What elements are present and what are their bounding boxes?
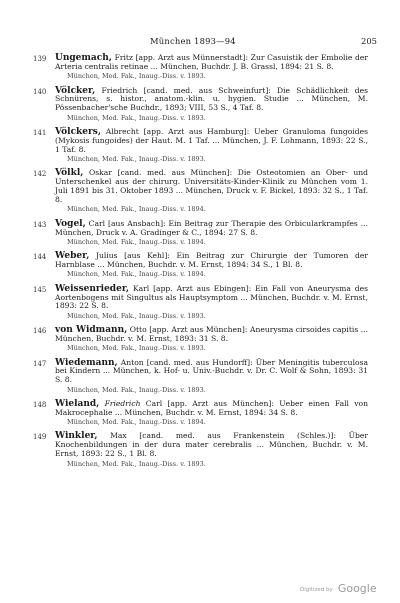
entry-number: 147 [33,359,47,368]
entry-author: Weber, [55,251,90,262]
entry-note: München, Med. Fak., Inaug.-Diss. v. 1894. [67,270,206,279]
list-item [0,169,400,213]
google-watermark [300,577,377,596]
running-header [0,36,400,50]
entry-text [55,252,368,270]
entry-note: München, Med. Fak., Inaug.-Diss. v. 1893. [67,72,206,81]
list-item [0,220,400,246]
entry-note: München, Med. Fak., Inaug.-Diss. v. 1893. [67,459,206,468]
page-number: 205 [361,36,377,46]
entry-number: 143 [33,220,47,229]
entry-description: Oskar [cand. med. aus München]: Die Osteotomien an Ober- und Unterschenkel aus der chirurg. Universitäts-Kinder-Klinik zu München vom 1. Juli 1891 bis 31. Oktober 1893 ... München, Druck v. F. Bickel, 1893: 32 S., 1 Taf. 8. [55,168,368,205]
entry-description: Julius [aus Kehl]: Ein Beitrag zur Chirurgie der Tumoren der Harnblase ... München, Buchdr. v. M. Ernst, 1894: 34 S., 1 Bl. 8. [55,251,368,270]
watermark-prefix: Digitized by [300,587,333,593]
entry-author: Ungemach, [55,53,112,63]
entry-text [55,359,368,386]
entry-note: München, Med. Fak., Inaug.-Diss. v. 1893. [67,344,206,353]
entry-number: 140 [33,87,47,96]
entry-author: Weissenrieder, [55,283,130,294]
entry-text [55,285,368,312]
entry-description: Anton [cand. med. aus Hundorff]: Über Meningitis tuberculosa bei Kindern ... München, k. Hof- u. Univ.-Buchdr. v. Dr. C. Wolf & Sohn, 1893: 31 S. 8. [55,357,368,385]
entry-list [0,54,400,474]
google-logo: Google [337,582,377,595]
list-item [0,285,400,320]
entry-author: Winkler, [55,431,98,442]
running-header-title: München 1893—94 [150,36,236,46]
entry-description: Otto [app. Arzt aus München]: Aneurysma cirsoides capitis ... München, Buchdr. v. M. Ernst, 1893: 31 S. 8. [55,325,368,343]
entry-description: Max [cand. med. aus Frankenstein (Schles.)]: Über Knochenbildungen in der dura mater cerebralis ... München, Buchdr. v. M. Ernst, 1893: 22 S., 1 Bl. 8. [55,431,368,459]
entry-note: München, Med. Fak., Inaug.-Diss. v. 1894. [67,418,206,427]
entry-author: Völckers, [55,126,101,137]
entry-note: München, Med. Fak., Inaug.-Diss. v. 1893. [67,385,206,394]
list-item [0,128,400,163]
entry-note: München, Med. Fak., Inaug.-Diss. v. 1894. [67,205,206,214]
list-item [0,359,400,394]
entry-text [55,400,368,418]
entry-author: Wieland, [55,398,100,409]
entry-text [55,128,368,155]
list-item [0,54,400,80]
entry-number: 149 [33,433,47,442]
entry-number: 146 [33,327,47,336]
entry-description: Carl [aus Ansbach]: Ein Beitrag zur Therapie des Orbicularkrampfes ... München, Druck v. A. Gradinger & C., 1894: 27 S. 8. [55,218,368,237]
entry-number: 145 [33,285,47,294]
entry-text [55,87,368,114]
entry-text [55,432,368,459]
entry-text [55,326,368,344]
entry-text [55,54,368,72]
entry-description: Albrecht [app. Arzt aus Hamburg]: Ueber Granuloma fungoides (Mykosis fungoides) der Haut. M. 1 Taf. ... München, J. F. Lohmann, 1893: 22 S., 1 Taf. 8. [55,126,368,154]
list-item [0,87,400,122]
entry-number: 142 [33,170,47,179]
entry-note: München, Med. Fak., Inaug.-Diss. v. 1893. [67,155,206,164]
entry-description: Fritz [app. Arzt aus Münnerstadt]: Zur Casuistik der Embolie der Arteria centralis retinae ... München, Buchdr. J. B. Grassl, 1894: 21 S. 8. [55,53,368,71]
entry-number: 141 [33,128,47,137]
entry-number: 148 [33,400,47,409]
list-item [0,432,400,467]
list-item [0,252,400,278]
entry-note: München, Med. Fak., Inaug.-Diss. v. 1893. [67,113,206,122]
entry-number: 139 [33,55,47,63]
entry-note: München, Med. Fak., Inaug.-Diss. v. 1894. [67,237,206,246]
entry-author: Völcker, [55,85,96,96]
entry-text [55,220,368,238]
entry-note: München, Med. Fak., Inaug.-Diss. v. 1893. [67,311,206,320]
list-item [0,400,400,426]
entry-given-name: Friedrich [99,398,141,408]
entry-author: von Widmann, [55,325,128,336]
entry-text [55,169,368,205]
entry-number: 144 [33,253,47,262]
entry-description: Friedrich [cand. med. aus Schweinfurt]: Die Schädlichkeit des Schnürens, s. histor., anatom.-klin. u. hygien. Studie ... München, M. Pössenbacher'sche Buchdr., 1893; VIII, 53 S., 4 Taf. 8. [55,85,368,113]
entry-author: Völkl, [55,168,84,179]
list-item [0,326,400,352]
entry-author: Wiedemann, [55,357,118,368]
entry-description: Karl [app. Arzt aus Ebingen]: Ein Fall von Aneurysma des Aortenbogens mit Singultus als Hauptsymptom ... München, Buchdr. v. M. Ernst, 1893: 22 S. 8. [55,283,368,311]
entry-author: Vogel, [55,218,86,229]
entry-description: Carl [app. Arzt aus München]: Ueber einen Fall von Makrocephalie ... München, Buchdr. v. M. Ernst, 1894: 34 S. 8. [55,398,368,417]
